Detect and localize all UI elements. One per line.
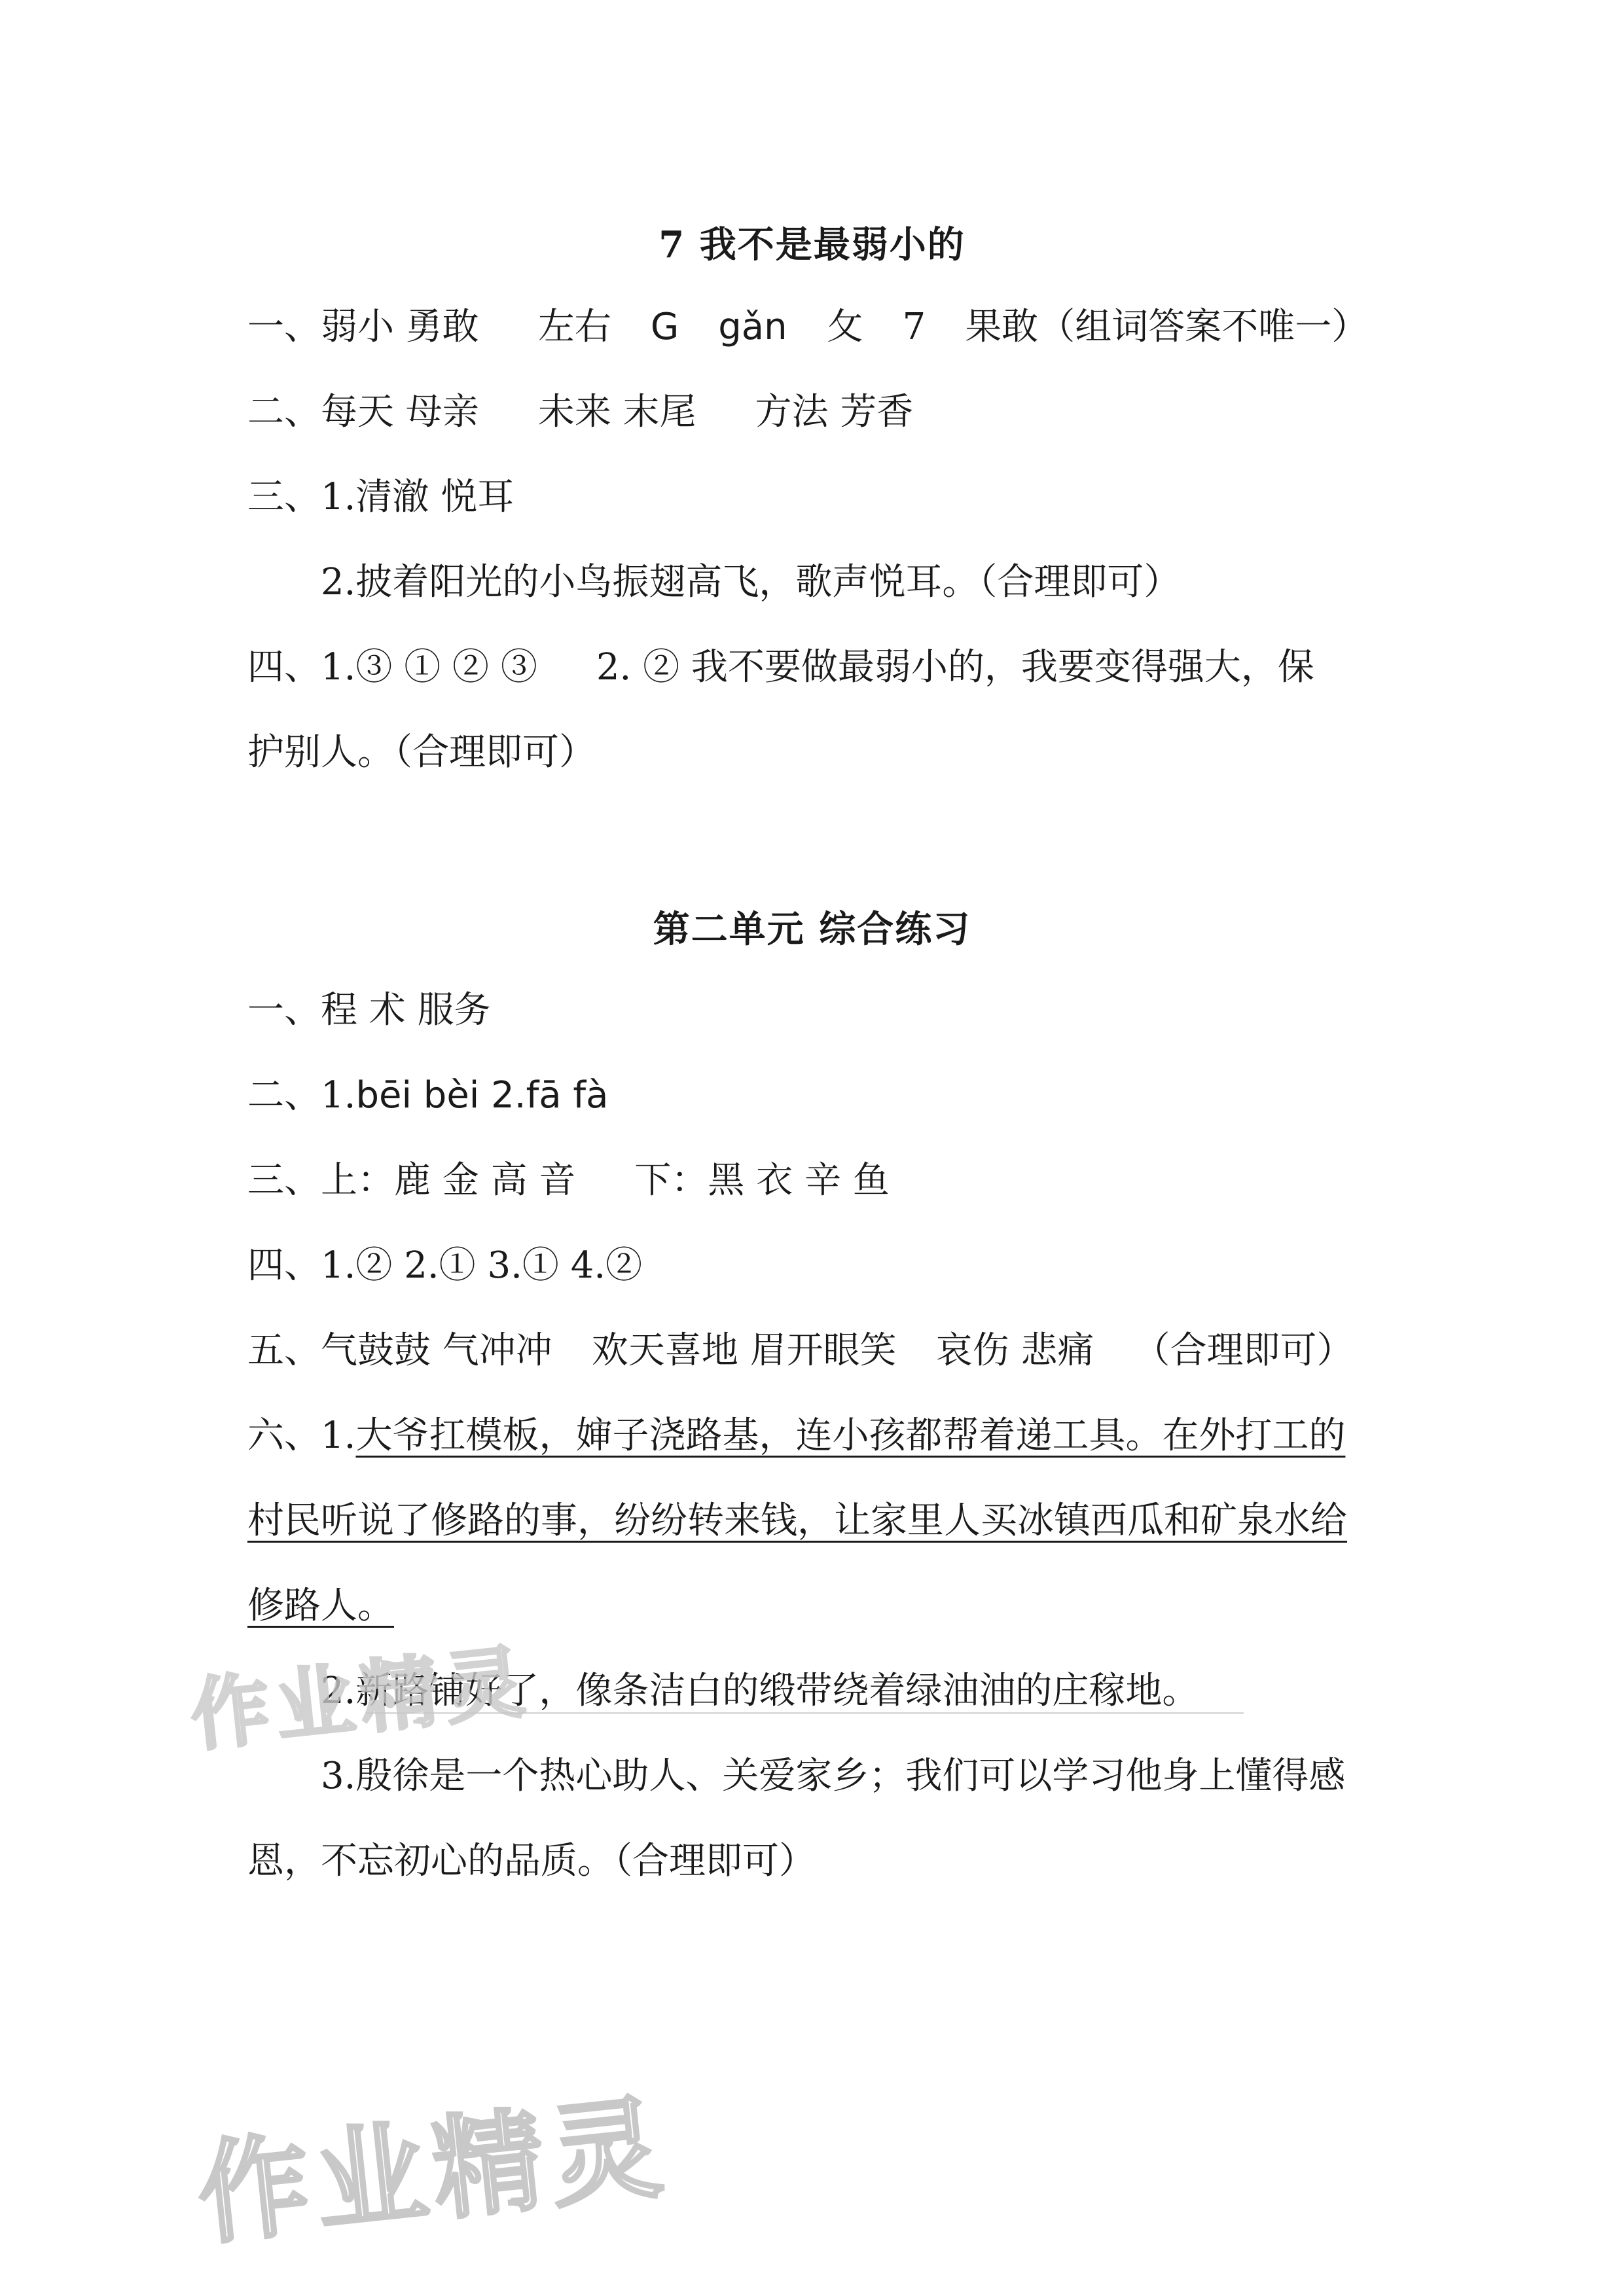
q4-prefix: 四、 — [247, 646, 321, 689]
answer-line-s2-q6-5: 3.殷徐是一个热心助人、关爱家乡；我们可以学习他身上懂得感 — [321, 1755, 1346, 1797]
s2-q6-item1-num: 1. — [321, 1414, 356, 1457]
q1-answer-e: 攵 — [826, 306, 863, 348]
answer-line-s2-q2 — [247, 1072, 608, 1119]
s2-q1-prefix: 一、 — [247, 989, 321, 1031]
s2-q6-item1-line3: 修路人。 — [247, 1585, 394, 1627]
answer-line-s2-q6-3 — [247, 1583, 394, 1630]
answer-line-q3-2: 2.披着阳光的小鸟振翅高飞，歌声悦耳。（合理即可） — [321, 561, 1181, 603]
q3-prefix: 三、 — [247, 476, 321, 518]
answer-line-s2-q5 — [247, 1327, 1353, 1374]
answer-line-q3-1 — [247, 474, 514, 521]
s2-q5-b: 欢天喜地 眉开眼笑 — [591, 1329, 897, 1372]
answer-line-s2-q6-6: 恩，不忘初心的品质。（合理即可） — [247, 1840, 816, 1882]
q2-prefix: 二、 — [247, 391, 321, 433]
q1-answer-f: 7 — [902, 306, 926, 348]
s2-q6-item1-line2: 村民听说了修路的事，纷纷转来钱，让家里人买冰镇西瓜和矿泉水给 — [247, 1499, 1347, 1542]
q3-item1: 1.清澈 悦耳 — [321, 476, 514, 518]
answer-line-q4-1 — [247, 644, 1314, 691]
s2-q2-prefix: 二、 — [247, 1074, 321, 1117]
q1-answer-b: 左右 — [537, 306, 611, 348]
s2-q5-c: 哀伤 悲痛 — [935, 1329, 1094, 1372]
s2-q5-prefix: 五、 — [247, 1329, 321, 1372]
s2-q6-item1-line1: 大爷扛模板，婶子浇路基，连小孩都帮着递工具。在外打工的 — [355, 1414, 1346, 1457]
answer-line-q1 — [247, 304, 1368, 351]
q1-answer-d: gǎn — [718, 306, 787, 348]
q1-prefix: 一、 — [247, 306, 321, 348]
q1-answer-c: G — [650, 306, 679, 348]
s2-q2-num: 1. — [321, 1074, 356, 1117]
answer-line-q4-2: 护别人。（合理即可） — [247, 731, 596, 774]
s2-q5-d: （合理即可） — [1133, 1329, 1354, 1372]
q2-answer-a: 每天 母亲 — [321, 391, 479, 433]
watermark-small: 作业精灵 — [187, 1636, 535, 1763]
s2-q3-lower: 下：黑 衣 辛 鱼 — [634, 1159, 890, 1202]
q1-answer-a: 弱小 勇敢 — [321, 306, 479, 348]
answer-line-s2-q1 — [247, 987, 491, 1034]
s2-q3-upper: 上：鹿 金 高 音 — [321, 1159, 576, 1202]
q1-answer-g: 果敢（组词答案不唯一） — [965, 306, 1369, 348]
s2-q6-prefix: 六、 — [247, 1414, 321, 1457]
section-title-lesson-7: 7 我不是最弱小的 — [659, 223, 965, 266]
s2-q4-prefix: 四、 — [247, 1244, 321, 1287]
answer-line-s2-q4 — [247, 1242, 642, 1289]
q4-item2: 2. ② 我不要做最弱小的，我要变得强大，保 — [596, 646, 1314, 689]
q2-answer-c: 方法 芳香 — [755, 391, 914, 433]
q2-answer-b: 未来 末尾 — [537, 391, 696, 433]
section-title-unit-2: 第二单元 综合练习 — [653, 908, 971, 951]
s2-q2-pinyin: bēi bèi 2.fā fà — [355, 1074, 609, 1117]
q4-item1: 1.③ ① ② ③ — [321, 646, 537, 689]
s2-q3-prefix: 三、 — [247, 1159, 321, 1202]
answer-line-s2-q6-4: 2.新路铺好了，像条洁白的缎带绕着绿油油的庄稼地。 — [321, 1670, 1199, 1712]
s2-q1-answer: 程 术 服务 — [321, 989, 491, 1031]
s2-q4-answer: 1.② 2.① 3.① 4.② — [321, 1244, 643, 1287]
answer-line-s2-q6-1 — [247, 1412, 1345, 1460]
s2-q5-a: 气鼓鼓 气冲冲 — [321, 1329, 552, 1372]
watermark-large: 作业精灵 — [192, 2082, 675, 2261]
answer-line-s2-q6-2 — [247, 1498, 1347, 1545]
answer-line-s2-q3 — [247, 1157, 890, 1204]
answer-line-q2 — [247, 389, 913, 436]
